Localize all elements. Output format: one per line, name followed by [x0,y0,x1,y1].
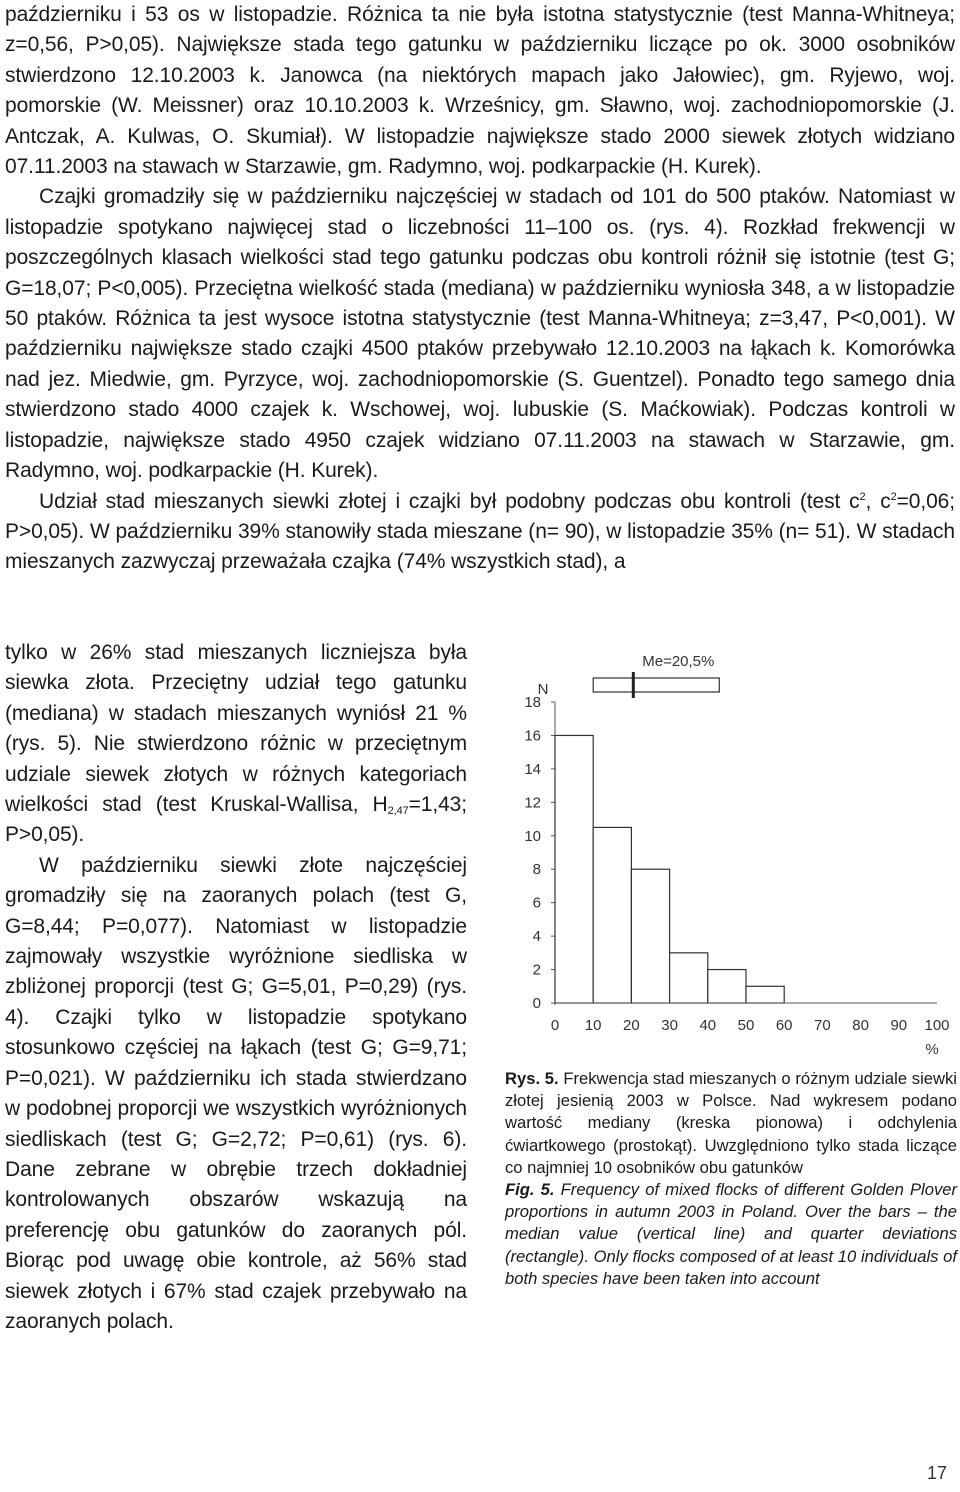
histogram-bar [631,869,669,1003]
y-axis-label: N [537,681,549,698]
median-label: Me=20,5% [642,653,715,670]
paragraph-golden-plover-share [5,638,467,851]
paragraph-share-part1: tylko w 26% stad mieszanych liczniejsza była siewka złota. Przeciętny udział tego gatunku (mediana) w stadach mieszanych wyniósł 21 % (rys. 5). Nie stwierdzono różnic w przeciętnym udziale siewek złotych w różnych kategoriach wielkości stad (test Kruskal-Wallisa, H [5,641,467,817]
x-tick-label: 60 [775,1017,793,1034]
histogram-bar [593,827,631,1003]
y-tick-label: 16 [524,727,541,745]
x-axis-label: % [925,1041,939,1058]
y-tick-label: 18 [524,694,541,711]
x-tick-label: 50 [737,1017,755,1034]
y-tick-label: 6 [532,894,541,912]
caption-text-pl: Frekwencja stad mieszanych o różnym udziale siewki złotej jesienią 2003 w Polsce. Nad wykresem podano wartość mediany (kreska pionowa) i odchylenia ćwiartkowego (prostokąt). Uwzględniono tylko stada liczące co najmniej 10 osobników obu gatunków [505,1069,957,1177]
paragraph-mixed-flocks [5,487,955,578]
histogram-bar [746,986,784,1003]
paragraph-habitats: W październiku siewki złote najczęściej gromadziły się na zaoranych polach (test G, G=8,44; P=0,077). Natomiast w listopadzie zajmowały wszystkie wyróżnione siedliska w zbliżonej proporcji (test G; G=5,01, P=0,29) (rys. 4). Czajki tylko w listopadzie spotykano stosunkowo częściej na łąkach (test G; G=9,71; P=0,021). W październiku ich stada stwierdzano w podobnej proporcji we wszystkich wyróżnionych siedliskach (test G; G=2,72; P=0,61) (rys. 6). Dane zebrane w obrębie trzech dokładniej kontrolowanych obszarów wskazują na preferencję obu gatunków do zaoranych pól. Biorąc pod uwagę obie kontrole, aż 56% stad siewek złotych i 67% stad czajek przebywało na zaoranych polach. [5,853,467,1333]
y-tick-label: 8 [532,861,541,879]
y-tick-label: 0 [532,995,541,1012]
caption-label-pl: Rys. 5. [505,1069,559,1088]
x-tick-label: 80 [852,1017,869,1034]
caption-label-en: Fig. 5. [505,1180,555,1200]
paragraph-lapwing-flocks: Czajki gromadziły się w październiku najczęściej w stadach od 101 do 500 ptaków. Natomiast w listopadzie spotykano najwięcej stad o liczebności 11–100 os. (rys. 4). Rozkład frekwencji w poszczególnych klasach wielkości stad tego gatunku podczas obu kontroli różnił się istotnie (test G; G=18,07; P<0,005). Przeciętna wielkość stada (mediana) w październiku wyniosła 348, a w listopadzie 50 ptaków. Różnica ta jest wysoce istotna statystycznie (test Manna-Whitneya; z=3,47, P<0,001). W październiku największe stado czajki 4500 ptaków przebywało 12.10.2003 na łąkach k. Komorówka nad jez. Miedwie, gm. Pyrzyce, woj. zachodniopomorskie (S. Guentzel). Ponadto tego samego dnia stwierdzono stado 4000 czajek k. Wschowej, woj. lubuskie (S. Maćkowiak). Podczas kontroli w listopadzie, największe stado 4950 czajek widziano 07.11.2003 na stawach w Starzawie, gm. Radymno, woj. podkarpackie (H. Kurek). [5,185,955,483]
paragraph-share-part2: =1,43; P>0,05). [5,793,467,847]
x-tick-label: 0 [550,1017,560,1034]
quartile-rectangle [593,678,719,692]
y-tick-label: 2 [532,961,541,979]
body-text-left-column [5,638,467,1337]
histogram-bar [708,970,746,1003]
x-tick-label: 10 [584,1017,602,1034]
caption-english [505,1179,957,1290]
y-tick-label: 12 [524,794,541,812]
caption-polish [505,1068,957,1179]
paragraph-mixed-flocks-part1: Udział stad mieszanych siewki złotej i czajki był podobny podczas obu kontroli (test c [39,489,860,513]
histogram-svg [490,640,960,1070]
x-tick-label: 90 [890,1017,908,1034]
page-number: 17 [927,1463,948,1483]
x-tick-label: 100 [924,1017,950,1034]
paragraph-mixed-flocks-part2: , c [865,489,891,513]
body-text-full-width [5,0,955,578]
paragraph-mixed-flocks-part3: =0,06; P>0,05). W październiku 39% stanowiły stada mieszane (n= 90), w listopadzie 35% (n= 51). W stadach mieszanych zazwyczaj przeważała czajka (74% wszystkich stad), a [5,489,955,574]
x-tick-label: 70 [814,1017,831,1034]
y-tick-label: 10 [524,827,541,845]
x-tick-label: 20 [623,1017,640,1034]
histogram-bar [555,735,593,1003]
x-tick-label: 30 [661,1017,678,1034]
subscript-df: 2,47 [387,805,409,818]
y-tick-label: 4 [532,928,541,946]
superscript-2: 2 [890,490,897,503]
caption-text-en: Frequency of mixed flocks of different Golden Plover proportions in autumn 2003 in Poland. Over the bars – the median value (vertical line) and quarter deviations (rectangle). Only flocks composed of at least 10 individuals of both species have been taken into account [505,1180,957,1288]
superscript-2: 2 [859,490,866,503]
x-tick-label: 40 [699,1017,717,1034]
histogram-bar [670,953,708,1003]
paragraph-golden-plover-flocks: październiku i 53 os w listopadzie. Różnica ta nie była istotna statystycznie (test Manna-Whitneya; z=0,56, P>0,05). Największe stada tego gatunku w październiku liczące po ok. 3000 osobników stwierdzono 12.10.2003 k. Janowca (na niektórych mapach jako Jałowiec), gm. Ryjewo, woj. pomorskie (W. Meissner) oraz 10.10.2003 k. Wrześnicy, gm. Sławno, woj. zachodniopomorskie (J. Antczak, A. Kulwas, O. Skumiał). W listopadzie największe stado 2000 siewek złotych widziano 07.11.2003 na stawach w Starzawie, gm. Radymno, woj. podkarpackie (H. Kurek). [5,3,955,179]
figure-5-chart [490,640,960,1070]
y-tick-label: 14 [524,760,541,778]
figure-5-caption [505,1068,957,1290]
